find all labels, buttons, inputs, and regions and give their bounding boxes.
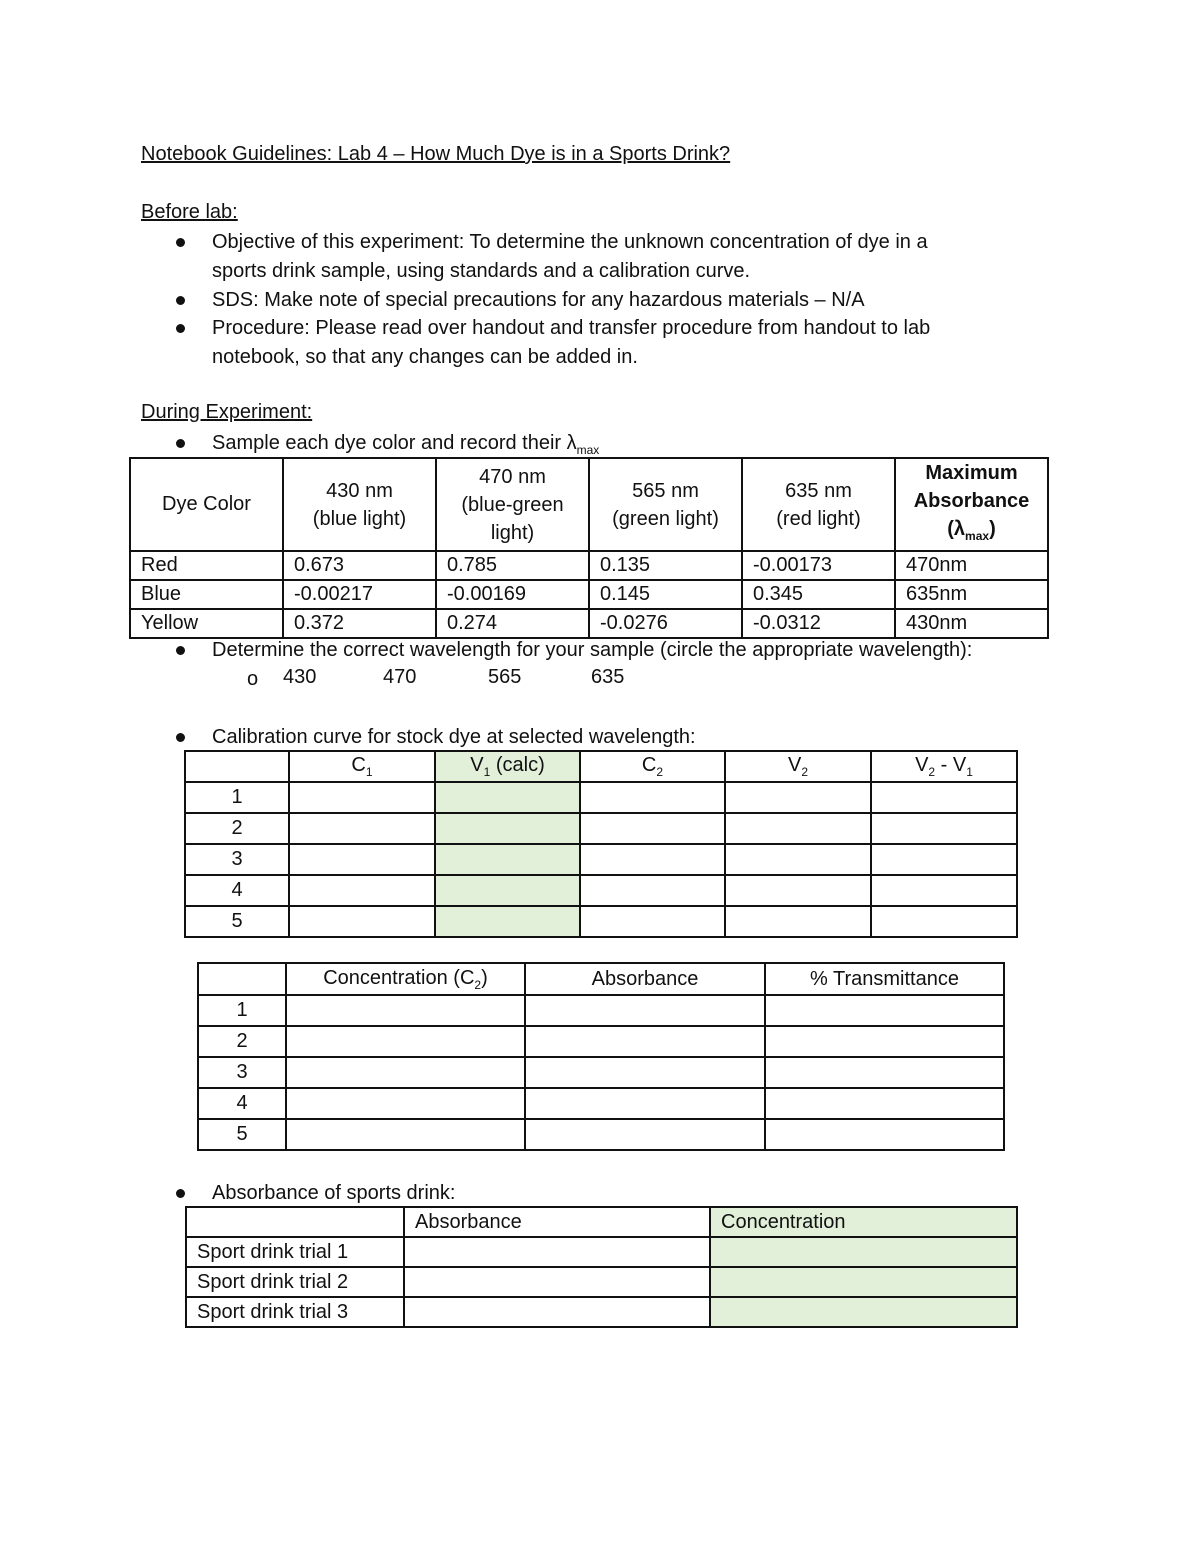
calibration-header-row bbox=[185, 751, 1017, 782]
header-430: 430 nm (blue light) bbox=[283, 458, 436, 551]
header-concentration: Concentration $(C_2)$ bbox=[286, 963, 525, 995]
v1-cell[interactable] bbox=[435, 813, 580, 844]
header-absorbance: Absorbance bbox=[525, 963, 765, 995]
c2-cell[interactable] bbox=[580, 782, 725, 813]
table-row bbox=[186, 1297, 1017, 1327]
table-row bbox=[185, 906, 1017, 937]
c1-cell[interactable] bbox=[289, 906, 435, 937]
v2-cell[interactable] bbox=[725, 782, 871, 813]
value-cell: 470nm bbox=[895, 551, 1048, 580]
header-635: 635 nm (red light) bbox=[742, 458, 895, 551]
value-cell: 0.785 bbox=[436, 551, 589, 580]
row-number: 4 bbox=[185, 875, 289, 906]
table-row bbox=[186, 1267, 1017, 1297]
bullet-icon bbox=[176, 439, 185, 448]
concentration-cell[interactable] bbox=[710, 1297, 1017, 1327]
value-cell: -0.0312 bbox=[742, 609, 895, 638]
concentration-table bbox=[197, 962, 1005, 1151]
sub-bullet-icon: o bbox=[247, 668, 259, 690]
sds-line: SDS: Make note of special precautions for any hazardous materials – N/A bbox=[212, 289, 865, 311]
table-row bbox=[130, 580, 1048, 609]
header-565: 565 nm (green light) bbox=[589, 458, 742, 551]
c2-cell[interactable] bbox=[580, 875, 725, 906]
page-title: Notebook Guidelines: Lab 4 – How Much Dye is in a Sports Drink? bbox=[141, 143, 731, 165]
concentration-cell[interactable] bbox=[286, 1119, 525, 1150]
table-row bbox=[185, 844, 1017, 875]
absorbance-cell[interactable] bbox=[525, 1119, 765, 1150]
v1-cell[interactable] bbox=[435, 844, 580, 875]
header-v1-calc: $V_1$ (calc) bbox=[435, 751, 580, 782]
diff-cell[interactable] bbox=[871, 875, 1017, 906]
header-dye-color: Dye Color bbox=[130, 458, 283, 551]
row-number: 3 bbox=[185, 844, 289, 875]
v1-cell[interactable] bbox=[435, 875, 580, 906]
header-v2-minus-v1: $V_2 - V_1$ bbox=[871, 751, 1017, 782]
sports-header-row bbox=[186, 1207, 1017, 1237]
concentration-cell[interactable] bbox=[710, 1237, 1017, 1267]
value-cell: 430nm bbox=[895, 609, 1048, 638]
c1-cell[interactable] bbox=[289, 844, 435, 875]
table-row bbox=[198, 1057, 1004, 1088]
diff-cell[interactable] bbox=[871, 844, 1017, 875]
absorbance-cell[interactable] bbox=[404, 1267, 710, 1297]
concentration-cell[interactable] bbox=[286, 1088, 525, 1119]
calibration-text: Calibration curve for stock dye at selected wavelength: bbox=[212, 726, 696, 748]
table-row bbox=[185, 813, 1017, 844]
sample-text: Sample each dye color and record their $\lambda_{max}$ bbox=[212, 432, 600, 457]
value-cell: 0.145 bbox=[589, 580, 742, 609]
concentration-cell[interactable] bbox=[286, 1026, 525, 1057]
header-470: 470 nm (blue-green light) bbox=[436, 458, 589, 551]
row-number: 5 bbox=[198, 1119, 286, 1150]
empty-header-cell bbox=[186, 1207, 404, 1237]
c1-cell[interactable] bbox=[289, 875, 435, 906]
absorbance-cell[interactable] bbox=[525, 1057, 765, 1088]
value-cell: 0.372 bbox=[283, 609, 436, 638]
c2-cell[interactable] bbox=[580, 844, 725, 875]
c2-cell[interactable] bbox=[580, 813, 725, 844]
header-max-absorbance: Maximum Absorbance $(\lambda_{max})$ bbox=[895, 458, 1048, 551]
row-number: 3 bbox=[198, 1057, 286, 1088]
v2-cell[interactable] bbox=[725, 875, 871, 906]
absorbance-cell[interactable] bbox=[525, 1026, 765, 1057]
trial-label: Sport drink trial 1 bbox=[186, 1237, 404, 1267]
header-transmittance: % Transmittance bbox=[765, 963, 1004, 995]
bullet-icon bbox=[176, 1189, 185, 1198]
row-number: 1 bbox=[185, 782, 289, 813]
v2-cell[interactable] bbox=[725, 906, 871, 937]
trial-label: Sport drink trial 3 bbox=[186, 1297, 404, 1327]
dye-cell: Blue bbox=[130, 580, 283, 609]
trial-label: Sport drink trial 2 bbox=[186, 1267, 404, 1297]
value-cell: -0.00169 bbox=[436, 580, 589, 609]
wavelength-option-430[interactable]: 430 bbox=[283, 666, 317, 688]
empty-header-cell bbox=[185, 751, 289, 782]
dye-cell: Yellow bbox=[130, 609, 283, 638]
table-row bbox=[198, 1088, 1004, 1119]
during-experiment-heading: During Experiment: bbox=[141, 401, 313, 423]
table-row bbox=[185, 782, 1017, 813]
header-v2: $V_2$ bbox=[725, 751, 871, 782]
bullet-icon bbox=[176, 296, 185, 305]
row-number: 1 bbox=[198, 995, 286, 1026]
row-number: 2 bbox=[185, 813, 289, 844]
procedure-line-1: Procedure: Please read over handout and transfer procedure from handout to lab bbox=[212, 317, 931, 339]
concentration-cell[interactable] bbox=[710, 1267, 1017, 1297]
dye-table-header-row bbox=[130, 458, 1048, 551]
concentration-header-row bbox=[198, 963, 1004, 995]
procedure-line-2: notebook, so that any changes can be added in. bbox=[212, 346, 638, 368]
bullet-icon bbox=[176, 238, 185, 247]
empty-header-cell bbox=[198, 963, 286, 995]
wavelength-option-565[interactable]: 565 bbox=[488, 666, 522, 688]
absorbance-cell[interactable] bbox=[404, 1297, 710, 1327]
absorbance-cell[interactable] bbox=[525, 1088, 765, 1119]
objective-line-2: sports drink sample, using standards and a calibration curve. bbox=[212, 260, 751, 282]
objective-line-1: Objective of this experiment: To determine the unknown concentration of dye in a bbox=[212, 231, 928, 253]
table-row bbox=[185, 875, 1017, 906]
bullet-icon bbox=[176, 324, 185, 333]
sports-drink-text: Absorbance of sports drink: bbox=[212, 1182, 456, 1204]
concentration-cell[interactable] bbox=[286, 1057, 525, 1088]
before-lab-heading: Before lab: bbox=[141, 201, 238, 223]
sports-drink-table bbox=[185, 1206, 1018, 1328]
header-c1: $C_1$ bbox=[289, 751, 435, 782]
row-number: 5 bbox=[185, 906, 289, 937]
value-cell: 0.135 bbox=[589, 551, 742, 580]
table-row bbox=[130, 609, 1048, 638]
value-cell: 635nm bbox=[895, 580, 1048, 609]
header-absorbance: Absorbance bbox=[404, 1207, 710, 1237]
table-row bbox=[198, 995, 1004, 1026]
transmittance-cell[interactable] bbox=[765, 995, 1004, 1026]
transmittance-cell[interactable] bbox=[765, 1057, 1004, 1088]
header-c2: $C_2$ bbox=[580, 751, 725, 782]
absorbance-cell[interactable] bbox=[525, 995, 765, 1026]
table-row bbox=[198, 1026, 1004, 1057]
transmittance-cell[interactable] bbox=[765, 1119, 1004, 1150]
table-row bbox=[130, 551, 1048, 580]
c1-cell[interactable] bbox=[289, 782, 435, 813]
value-cell: 0.673 bbox=[283, 551, 436, 580]
transmittance-cell[interactable] bbox=[765, 1026, 1004, 1057]
calibration-table bbox=[184, 750, 1018, 938]
row-number: 4 bbox=[198, 1088, 286, 1119]
v2-cell[interactable] bbox=[725, 844, 871, 875]
value-cell: -0.0276 bbox=[589, 609, 742, 638]
concentration-cell[interactable] bbox=[286, 995, 525, 1026]
table-row bbox=[186, 1237, 1017, 1267]
wavelength-option-635[interactable]: 635 bbox=[591, 666, 625, 688]
bullet-icon bbox=[176, 646, 185, 655]
transmittance-cell[interactable] bbox=[765, 1088, 1004, 1119]
header-concentration: Concentration bbox=[710, 1207, 1017, 1237]
diff-cell[interactable] bbox=[871, 813, 1017, 844]
v2-cell[interactable] bbox=[725, 813, 871, 844]
value-cell: -0.00217 bbox=[283, 580, 436, 609]
absorbance-cell[interactable] bbox=[404, 1237, 710, 1267]
value-cell: 0.345 bbox=[742, 580, 895, 609]
c1-cell[interactable] bbox=[289, 813, 435, 844]
diff-cell[interactable] bbox=[871, 906, 1017, 937]
value-cell: -0.00173 bbox=[742, 551, 895, 580]
determine-text: Determine the correct wavelength for your sample (circle the appropriate wavelength): bbox=[212, 639, 973, 661]
c2-cell[interactable] bbox=[580, 906, 725, 937]
v1-cell[interactable] bbox=[435, 906, 580, 937]
row-number: 2 bbox=[198, 1026, 286, 1057]
value-cell: 0.274 bbox=[436, 609, 589, 638]
bullet-icon bbox=[176, 733, 185, 742]
diff-cell[interactable] bbox=[871, 782, 1017, 813]
wavelength-option-470[interactable]: 470 bbox=[383, 666, 417, 688]
dye-cell: Red bbox=[130, 551, 283, 580]
table-row bbox=[198, 1119, 1004, 1150]
v1-cell[interactable] bbox=[435, 782, 580, 813]
dye-absorbance-table bbox=[129, 457, 1049, 639]
